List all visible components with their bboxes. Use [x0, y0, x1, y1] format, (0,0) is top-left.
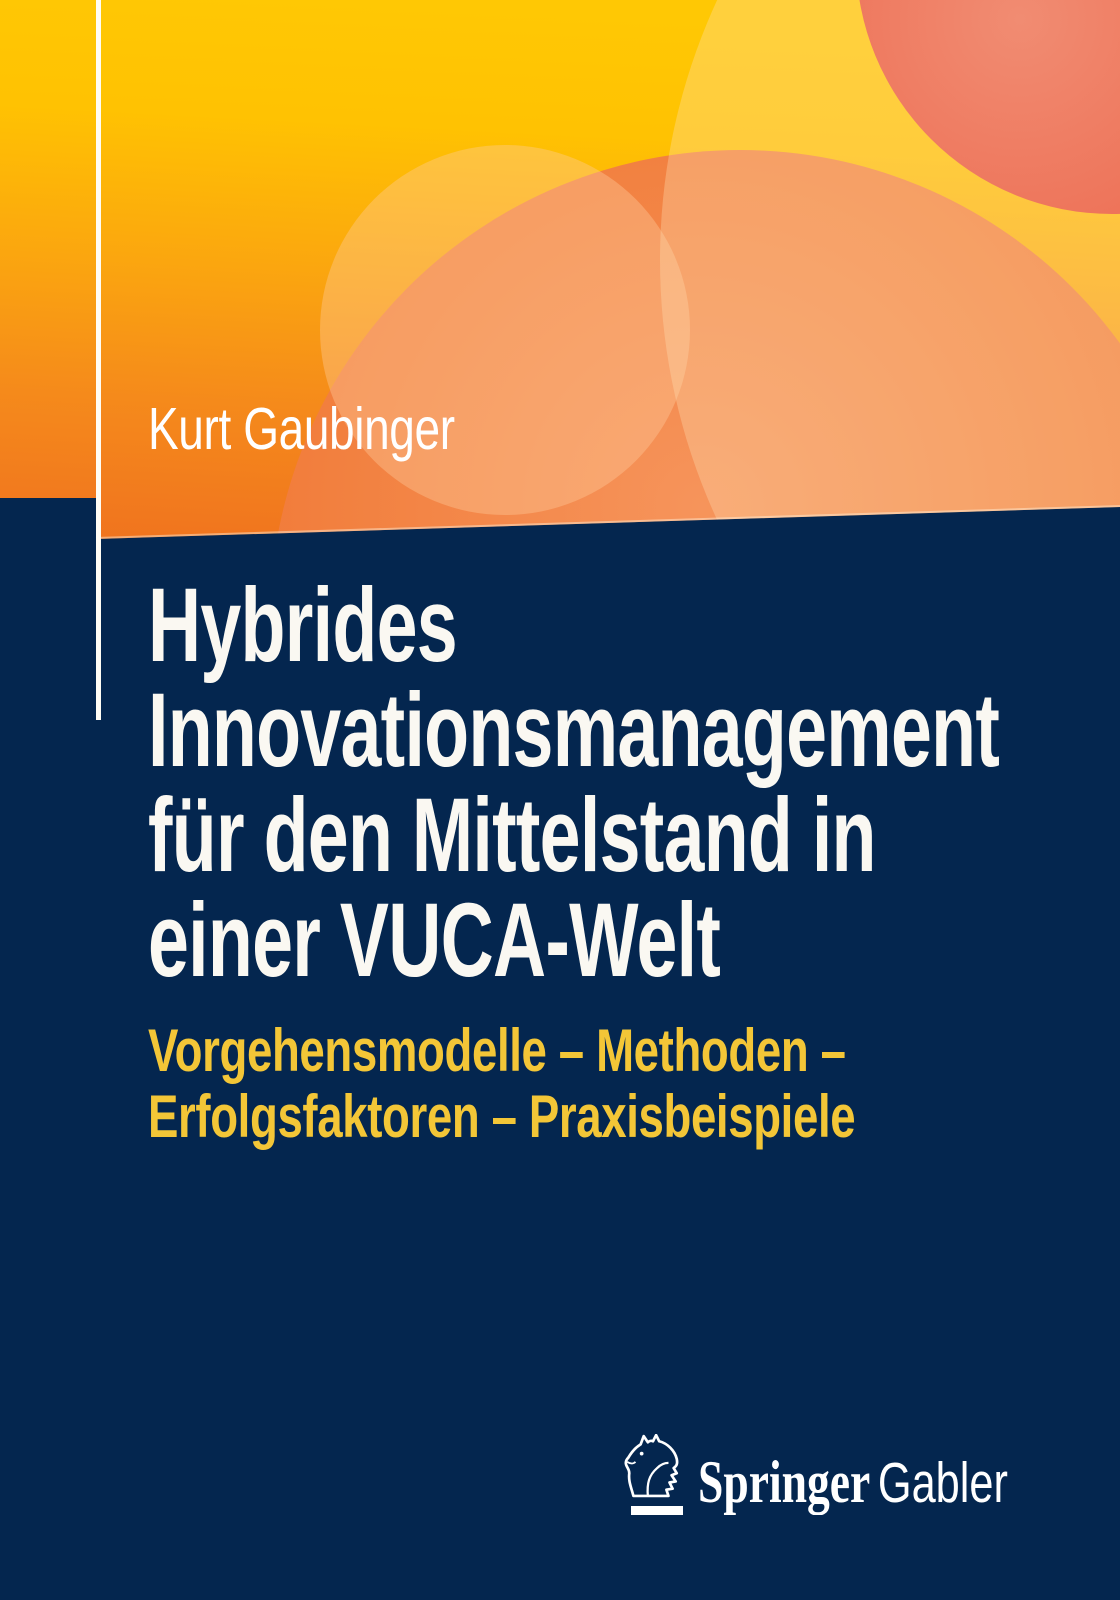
subtitle-line-2: Erfolgsfaktoren – Praxisbeispiele — [148, 1083, 856, 1150]
logo-underline-bar — [631, 1506, 683, 1515]
title-line-3: für den Mittelstand in — [148, 777, 876, 894]
title-line-1: Hybrides — [148, 567, 457, 684]
title-line-2: Innovationsmanagement — [148, 672, 1000, 789]
cover-art-panel — [0, 0, 1120, 565]
author-name: Kurt Gaubinger — [148, 396, 455, 462]
publisher-imprint-name: Gabler — [877, 1451, 1008, 1515]
publisher-brand-name: Springer — [698, 1449, 871, 1515]
book-title — [148, 567, 1000, 999]
title-line-4: einer VUCA-Welt — [148, 882, 721, 999]
left-margin-navy-strip — [0, 498, 97, 1600]
publisher-wordmark — [698, 1448, 1008, 1517]
white-vertical-rule — [96, 0, 101, 720]
springer-knight-horse-icon — [620, 1434, 686, 1498]
subtitle-line-1: Vorgehensmodelle – Methoden – — [148, 1017, 846, 1084]
book-subtitle — [148, 1018, 855, 1150]
